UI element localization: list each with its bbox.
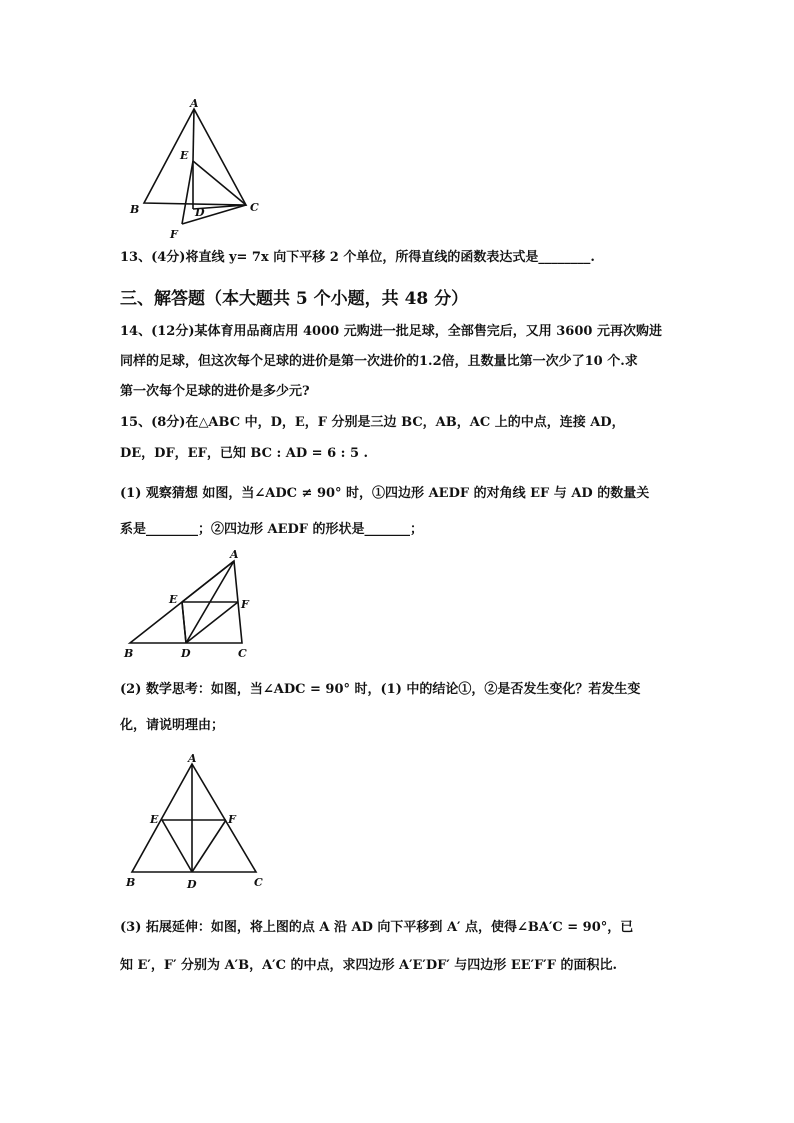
fig1-triangle-abc (144, 109, 246, 205)
section-3-heading: 三、解答题（本大题共 5 个小题，共 48 分） (120, 289, 469, 309)
figure-2-triangle (120, 545, 260, 665)
question-15-part-2-line-1: (2) 数学思考：如图，当∠ADC = 90° 时，(1) 中的结论①，②是否发生变化？若发生变 (120, 682, 641, 697)
fig1-label-a: A (190, 97, 199, 110)
fig2-label-b: B (124, 647, 134, 660)
question-14-line-2: 同样的足球，但这次每个足球的进价是第一次进价的1.2倍，且数量比第一次少了10 个.求 (120, 354, 638, 369)
fig2-label-d: D (181, 647, 191, 660)
fig2-label-f: F (241, 598, 249, 611)
fig2-segment-fd (186, 602, 238, 643)
fig3-label-f: F (228, 813, 236, 826)
question-15-part-3-line-2: 知 E′，F′ 分别为 A′B，A′C 的中点，求四边形 A′E′DF′ 与四边形 EE′F′F 的面积比. (120, 958, 618, 973)
fig3-segment-ed (162, 820, 192, 872)
fig1-label-b: B (130, 203, 140, 216)
fig3-label-a: A (188, 752, 197, 765)
question-15-part-2-line-2: 化，请说明理由； (120, 718, 225, 733)
fig1-label-e: E (180, 149, 189, 162)
fig2-label-c: C (238, 647, 247, 660)
fig1-segment-ae (193, 109, 194, 161)
question-15-part-3-line-1: (3) 拓展延伸：如图，将上图的点 A 沿 AD 向下平移到 A′ 点，使得∠BA′C = 90°，已 (120, 920, 634, 935)
fig2-label-a: A (230, 548, 239, 561)
fig2-segment-de (182, 602, 186, 643)
fig1-segment-ec (193, 161, 246, 205)
question-14-line-3: 第一次每个足球的进价是多少元? (120, 384, 310, 399)
fig1-label-f: F (170, 228, 178, 241)
question-15-part-1-line-2: 系是________；②四边形 AEDF 的形状是_______； (120, 522, 424, 537)
question-15-line-1: 15、(8分)在△ABC 中，D，E，F 分别是三边 BC，AB，AC 上的中点，连接 AD， (120, 415, 625, 430)
question-15-line-2: DE，DF，EF，已知 BC : AD = 6 : 5 . (120, 446, 369, 461)
figure-3-triangle (120, 750, 280, 895)
fig3-label-d: D (187, 878, 197, 891)
fig3-label-e: E (150, 813, 159, 826)
fig3-segment-fd (192, 820, 226, 872)
question-14-line-1: 14、(12分)某体育用品商店用 4000 元购进一批足球，全部售完后，又用 3600 元再次购进 (120, 324, 662, 339)
question-15-part-1-line-1: (1) 观察猜想 如图，当∠ADC ≠ 90° 时，①四边形 AEDF 的对角线 EF 与 AD 的数量关 (120, 486, 650, 501)
question-13: 13、(4分)将直线 y= 7x 向下平移 2 个单位，所得直线的函数表达式是________. (120, 250, 595, 265)
figure-1-triangle (120, 95, 280, 245)
fig1-segment-ef (182, 161, 193, 224)
fig1-label-d: D (195, 206, 205, 219)
fig2-segment-diag (182, 561, 234, 602)
fig2-label-e: E (169, 593, 178, 606)
fig3-label-b: B (126, 876, 136, 889)
fig3-label-c: C (254, 876, 263, 889)
fig1-label-c: C (250, 201, 259, 214)
